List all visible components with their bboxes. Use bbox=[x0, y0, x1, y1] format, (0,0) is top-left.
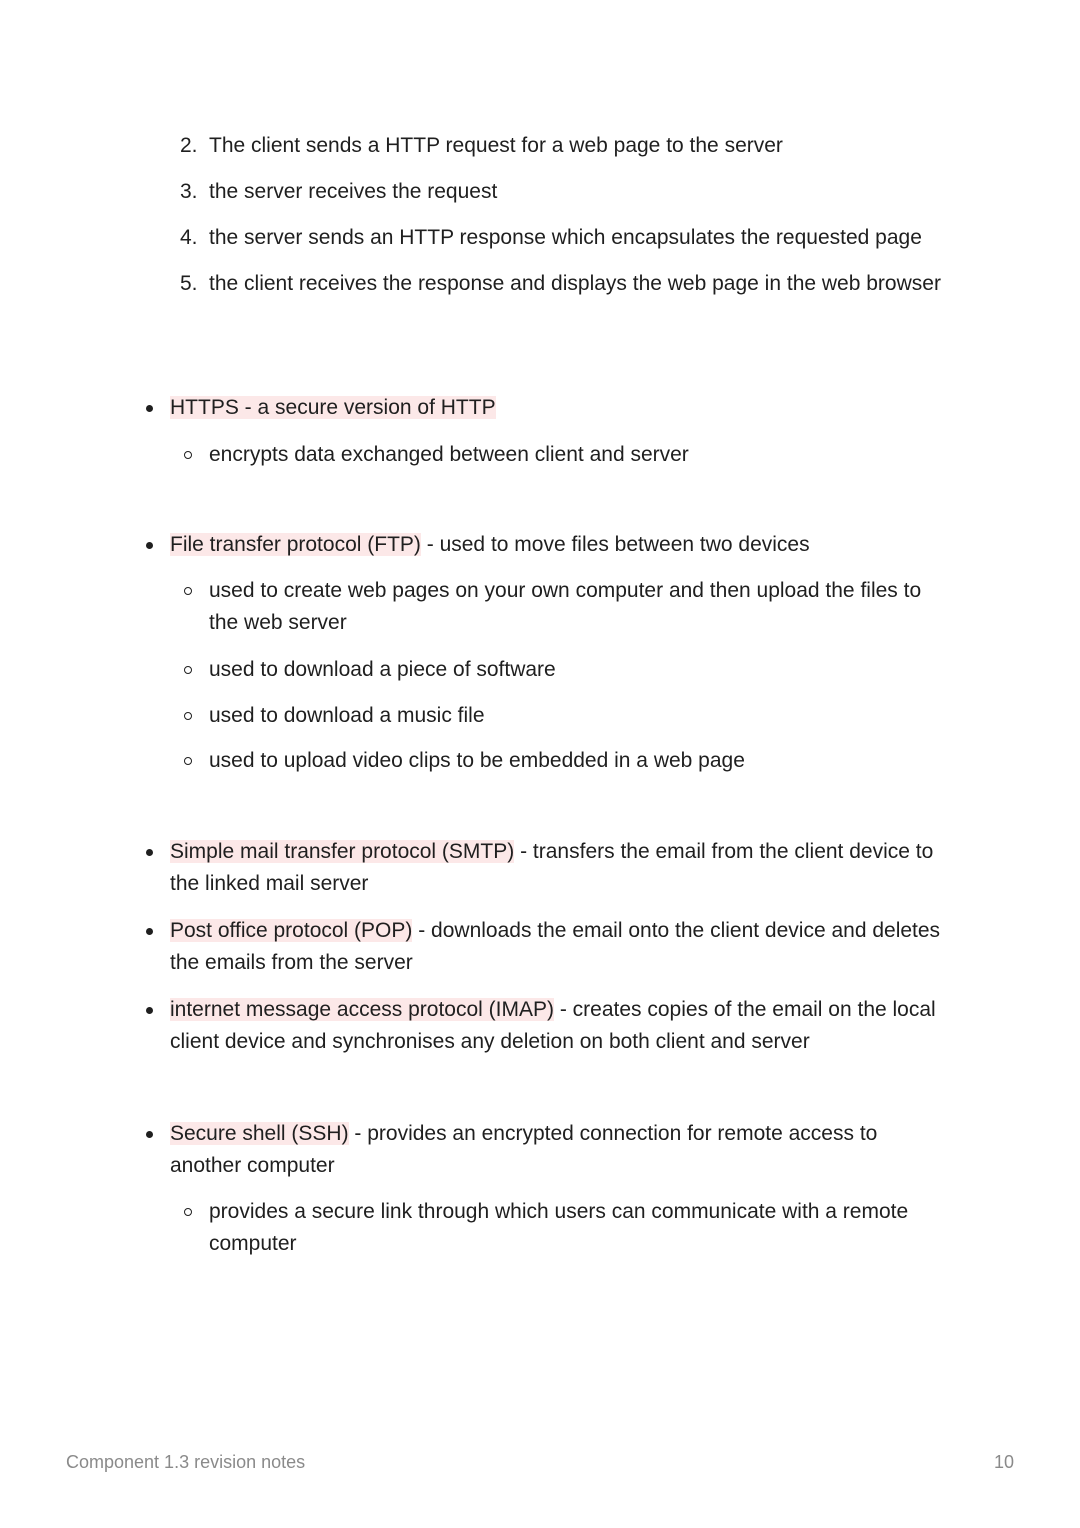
term-smtp: Simple mail transfer protocol (SMTP) bbox=[170, 840, 515, 863]
ssh-description: - provides an encrypted connection for remote access to another computer bbox=[170, 1122, 878, 1177]
bullet-dot bbox=[140, 994, 170, 1058]
term-imap: internet message access protocol (IMAP) bbox=[170, 998, 554, 1021]
sub-bullet-ring bbox=[180, 745, 209, 777]
ftp-description: - used to move files between two devices bbox=[420, 533, 810, 556]
term-ftp: File transfer protocol (FTP) bbox=[170, 533, 421, 556]
step-number: 4. bbox=[180, 226, 198, 249]
list-item bbox=[180, 222, 960, 254]
step-text: the client receives the response and displays the web page in the web browser bbox=[209, 272, 941, 295]
step-number: 3. bbox=[180, 180, 198, 203]
list-item bbox=[180, 268, 960, 300]
imap-description: - creates copies of the email on the local client device and synchronises any deletion on both client and server bbox=[170, 998, 936, 1053]
bullet-pop bbox=[140, 915, 950, 979]
bullet-dot bbox=[140, 392, 170, 424]
bullet-ftp bbox=[140, 529, 950, 561]
sub-bullet-text: used to upload video clips to be embedded in a web page bbox=[209, 749, 745, 772]
bullet-imap bbox=[140, 994, 950, 1058]
step-number: 5. bbox=[180, 272, 198, 295]
sub-bullet-ssh-1 bbox=[180, 1196, 955, 1260]
sub-bullet-ring bbox=[180, 1196, 209, 1260]
sub-bullet-ring bbox=[180, 439, 209, 471]
bullet-dot bbox=[140, 915, 170, 979]
list-item bbox=[180, 130, 960, 162]
term-ssh: Secure shell (SSH) bbox=[170, 1122, 349, 1145]
term-pop: Post office protocol (POP) bbox=[170, 919, 413, 942]
smtp-description: - transfers the email from the client device to the linked mail server bbox=[170, 840, 934, 895]
sub-bullet-text: used to download a music file bbox=[209, 704, 485, 727]
term-https: HTTPS - a secure version of HTTP bbox=[170, 396, 496, 419]
pop-description: - downloads the email onto the client device and deletes the emails from the server bbox=[170, 919, 941, 974]
sub-bullet-https-1 bbox=[180, 439, 955, 471]
bullet-https bbox=[140, 392, 950, 424]
page-number: 10 bbox=[993, 1452, 1014, 1472]
bullet-dot bbox=[140, 529, 170, 561]
sub-bullet-ring bbox=[180, 654, 209, 686]
sub-bullet-ftp-4 bbox=[180, 745, 955, 777]
list-item bbox=[180, 176, 960, 208]
step-text: The client sends a HTTP request for a web page to the server bbox=[209, 134, 783, 157]
bullet-dot bbox=[140, 1118, 170, 1182]
sub-bullet-ring bbox=[180, 700, 209, 732]
sub-bullet-text: used to create web pages on your own computer and then upload the files to the web server bbox=[209, 579, 922, 634]
sub-bullet-text: encrypts data exchanged between client and server bbox=[209, 443, 689, 466]
step-text: the server sends an HTTP response which encapsulates the requested page bbox=[209, 226, 922, 249]
bullet-dot bbox=[140, 836, 170, 900]
numbered-steps-list bbox=[180, 130, 960, 314]
sub-bullet-ring bbox=[180, 575, 209, 639]
sub-bullet-ftp-2 bbox=[180, 654, 955, 686]
footer-title: Component 1.3 revision notes bbox=[66, 1452, 306, 1472]
sub-bullet-ftp-1 bbox=[180, 575, 955, 639]
sub-bullet-text: used to download a piece of software bbox=[209, 658, 556, 681]
step-number: 2. bbox=[180, 134, 198, 157]
bullet-smtp bbox=[140, 836, 950, 900]
bullet-ssh bbox=[140, 1118, 950, 1182]
sub-bullet-text: provides a secure link through which users can communicate with a remote computer bbox=[209, 1200, 909, 1255]
step-text: the server receives the request bbox=[209, 180, 498, 203]
sub-bullet-ftp-3 bbox=[180, 700, 955, 732]
